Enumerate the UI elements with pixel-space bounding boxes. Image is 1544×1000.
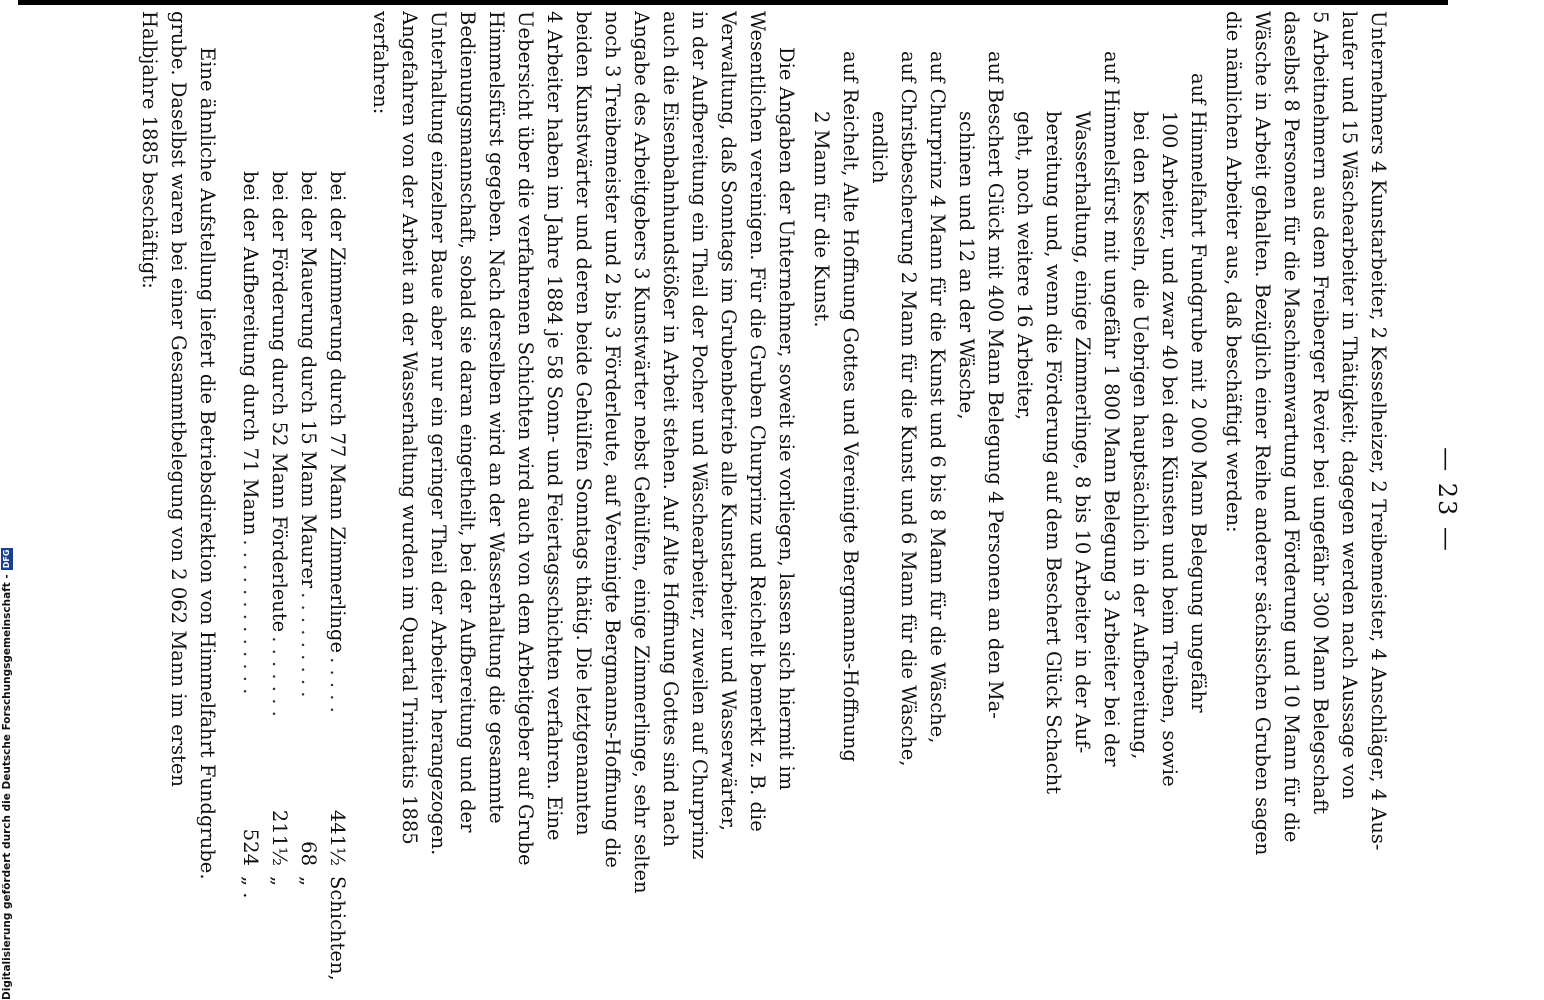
stat-value: 68 <box>297 841 320 866</box>
document-page <box>138 5 1475 995</box>
list-item <box>807 11 865 986</box>
text-line: daselbst 8 Personen für die Maschinenwartung und Förderung und 10 Mann für die <box>1280 11 1303 843</box>
list-line: auf Churprinz 4 Mann für die Kunst und 6 bis 8 Mann für die Wäsche, <box>926 51 949 744</box>
dfg-logo: DFG <box>2 549 11 569</box>
page-number: — 23 — <box>1433 447 1461 553</box>
stat-unit: „ <box>268 876 291 887</box>
list-line: auf Christbescherung 2 Mann für die Kunst und 6 Mann für die Wäsche, <box>897 51 920 767</box>
stat-value: 524 <box>239 828 262 866</box>
list-line: auf Beschert Glück mit 400 Mann Belegung 4 Personen an den Ma- <box>984 51 1007 719</box>
stat-label: bei der Aufbereitung durch 71 Mann <box>239 171 262 536</box>
list-item <box>923 11 952 986</box>
list-item <box>952 11 1010 986</box>
list-item <box>1010 11 1126 986</box>
list-line: endlich <box>868 111 891 184</box>
text-line: noch 3 Treibemeister und 2 bis 3 Förderleute, auf Vereinigte Bergmanns-Hoffnung die <box>601 11 624 868</box>
text-line: Verwaltung, daß Sonntags im Grubenbetrieb alle Kunstarbeiter und Wasserwärter, <box>717 11 740 831</box>
text-line: beiden Kunstwärter und deren beide Gehülfen Sonntags thätig. Die letztgenannten <box>572 11 595 836</box>
list-line: Wasserhaltung, einige Zimmerlinge, 8 bis 10 Arbeiter in der Auf- <box>1071 111 1094 754</box>
text-line: Eine ähnliche Aufstellung liefert die Betriebsdirektion von Himmelfahrt Fundgrube. <box>196 47 219 880</box>
text-line: verfahren: <box>369 11 392 115</box>
list-line: schinen und 12 an der Wäsche, <box>955 111 978 420</box>
digitization-credit <box>0 549 14 1000</box>
list-line: auf Himmelfahrt Fundgrube mit 2 000 Mann Belegung ungefähr <box>1187 73 1210 713</box>
credit-rotated <box>0 549 14 1000</box>
text-line: 5 Arbeitnehmern aus dem Freiberger Revier bei ungefähr 300 Mann Belegschaft <box>1309 11 1332 815</box>
list-line: auf Reichelt, Alte Hoffnung Gottes und Vereinigte Bergmanns-Hoffnung <box>839 51 862 762</box>
text-line: Wesentlichen vereinigen. Für die Gruben Churprinz und Reichelt bemerkt z. B. die <box>746 11 769 832</box>
list-line: auf Himmelsfürst mit ungefähr 1 800 Mann Belegung 3 Arbeiter bei der <box>1100 51 1123 767</box>
text-line: laufer und 15 Wäschearbeiter in Thätigkeit; dagegen werden nach Aussage von <box>1338 11 1361 800</box>
text-line: Unterhaltung einzelner Baue aber nur ein geringer Theil der Arbeiter herangezogen. <box>427 11 450 856</box>
text-line: Angefahren von der Arbeit an der Wasserhaltung wurden im Quartal Trinitatis 1885 <box>398 11 421 845</box>
text-line: Bedienungsmannschaft, sobald sie daran eingetheilt, bei der Aufbereitung und der <box>456 11 479 833</box>
rotated-page-content <box>138 5 1475 995</box>
text-line: Himmelsfürst gegeben. Nach derselben wird an der Wasserhaltung die gesammte <box>485 11 508 824</box>
text-line: 4 Arbeiter haben im Jahre 1884 je 58 Sonn- und Feiertagsschichten verfahren. Eine <box>543 11 566 841</box>
leader-dots: . . . . . . . . . . . . . <box>239 539 262 695</box>
paragraph-himmelfahrt <box>135 11 222 986</box>
list-line: 2 Mann für die Kunst. <box>810 111 833 328</box>
text-line: Die Angaben der Unternehmer, soweit sie vorliegen, lassen sich hiermit im <box>775 47 798 791</box>
text-line: in der Aufbereitung ein Theil der Pocher und Wäschearbeiter, zuweilen auf Churprinz <box>688 11 711 860</box>
stat-label: bei der Zimmerung durch 77 Mann Zimmerlinge <box>326 171 349 654</box>
text-line: Angabe des Arbeitgebers 3 Kunstwärter nebst Gehülfen, einige Zimmerlinge, sehr selten <box>630 11 653 894</box>
leader-dots: . . . . . . . . . <box>297 592 320 698</box>
mine-list <box>807 11 1213 986</box>
list-item <box>865 11 923 986</box>
list-line: 100 Arbeiter, und zwar 40 bei den Künsten und beim Treiben, sowie <box>1158 111 1181 787</box>
credit-text: Digitalisierung gefördert durch die Deutsche Forschungsgemeinschaft - <box>1 574 13 1000</box>
stat-label: bei der Mauerung durch 15 Mann Maurer <box>297 171 320 589</box>
stat-label: bei der Förderung durch 52 Mann Förderleute <box>268 171 291 633</box>
stat-row <box>323 11 352 986</box>
stat-row <box>265 11 294 986</box>
stat-unit: Schichten, <box>326 876 349 981</box>
text-line: Halbjahre 1885 beschäftigt: <box>138 11 161 289</box>
list-item <box>1126 11 1213 986</box>
text-line: Wäsche in Arbeit gehalten. Bezüglich einer Reihe anderer sächsischen Gruben sagen <box>1251 11 1274 856</box>
body-text <box>135 11 1393 986</box>
shift-statistics <box>236 11 352 986</box>
stat-value: 441½ <box>326 809 349 866</box>
stat-value: 211½ <box>268 809 291 866</box>
list-line: geht, noch weitere 16 Arbeiter, <box>1013 111 1036 421</box>
paragraph-employer-statements <box>366 11 801 986</box>
list-line: bereitung und, wenn die Förderung auf dem Beschert Glück Schacht <box>1042 111 1065 795</box>
text-line: Unternehmers 4 Kunstarbeiter, 2 Kesselheizer, 2 Treibemeister, 4 Anschläger, 4 Aus- <box>1367 11 1390 851</box>
text-line: die nämlichen Arbeiter aus, daß beschäftigt werden: <box>1222 11 1245 533</box>
stat-row <box>294 11 323 986</box>
stat-unit: „ <box>297 876 320 887</box>
list-line: bei den Kesseln, die Uebrigen hauptsächlich in der Aufbereitung, <box>1129 111 1152 760</box>
text-line: auch die Eisenbahnhundstößer in Arbeit stehen. Auf Alte Hoffnung Gottes sind nach <box>659 11 682 847</box>
leader-dots: . . . . . . . <box>268 636 291 717</box>
stat-row <box>236 11 265 986</box>
leader-dots: . . . . . <box>326 657 349 713</box>
text-line: Uebersicht über die verfahrenen Schichten wird auch von dem Arbeitgeber auf Grube <box>514 11 537 866</box>
stat-unit: „ . <box>239 876 262 899</box>
text-line: grube. Daselbst waren bei einer Gesammtbelegung von 2 062 Mann im ersten <box>167 11 190 787</box>
